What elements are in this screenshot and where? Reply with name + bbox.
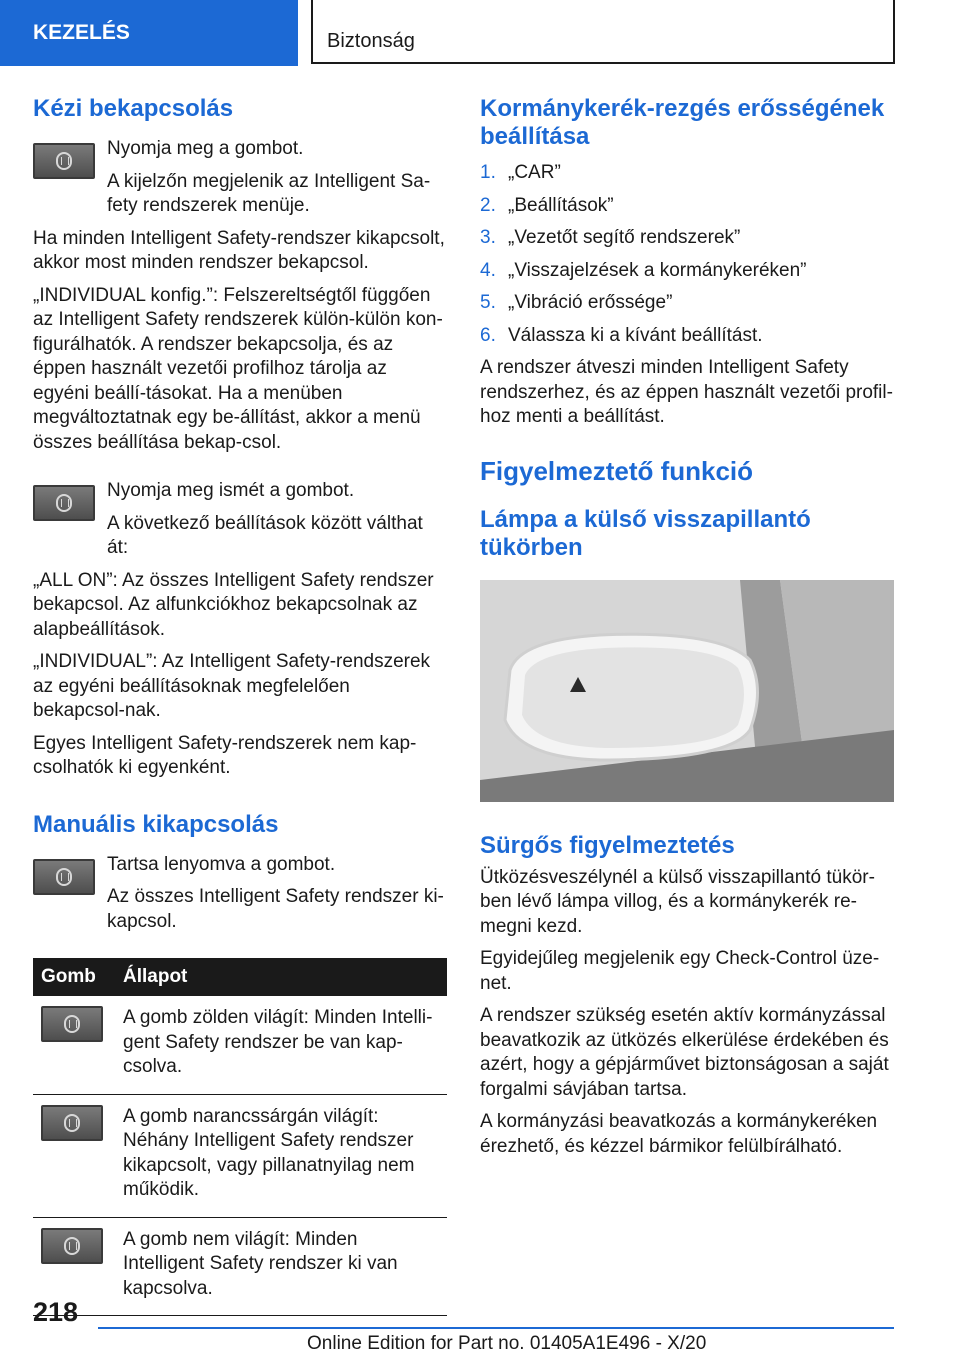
table-row [33, 996, 447, 1094]
instruction-text: Tartsa lenyomva a gombot. [107, 853, 336, 875]
heading-urgent-warning: Sürgős figyelmeztetés [480, 831, 735, 859]
button-orange-icon [41, 1105, 103, 1141]
button-green-icon [41, 1006, 103, 1042]
heading-manual-off: Manuális kikapcsolás [33, 810, 279, 838]
side-mirror-illustration [480, 580, 894, 802]
intelligent-safety-button-icon [33, 485, 95, 521]
status-table [33, 958, 447, 1316]
instruction-text: Nyomja meg a gombot. [107, 138, 304, 159]
steps-list [480, 161, 894, 348]
paragraph: „INDIVIDUAL konfig.”: Felszereltségtől függően az Intelligent Safety rendszerek külön-külön kon-figurálhatók. A rendszer bekapcsolja, és az éppen használt vezetői profilhoz tárolja az egyéni beállí-tásokat. Ha a menüben megváltoztatnak egy be-állítást, akkor a menü összes beállítása bekap-csol. [33, 284, 443, 453]
list-item: 2. „Beállítások” [480, 194, 614, 216]
table-header-button: Gomb [33, 958, 115, 996]
instruction-block-1 [33, 137, 447, 219]
table-cell: A gomb zölden világít: Minden Intelli-gent Safety rendszer be van kap-csolva. [115, 996, 447, 1094]
list-item: 3. „Vezetőt segítő rendszerek” [480, 227, 741, 248]
paragraph: A rendszer szükség esetén aktív kormányzással beavatkozik az ütközés elkerülése érdekében és azért, hogy a gépjárművet biztonságosan a saját forgalmi sávjában tartsa. [480, 1005, 889, 1100]
heading-vibration: Kormánykerék-rezgés erősségének beállítása [480, 95, 885, 150]
paragraph: Ütközésveszélynél a külső visszapillantó tükör-ben lévő lámpa villog, és a kormánykerék re-megni kezd. [480, 866, 875, 937]
paragraph: „INDIVIDUAL”: Az Intelligent Safety-rendszerek az egyéni beállításoknak megfelelően bekapcsol-nak. [33, 651, 431, 721]
paragraph: A rendszer átveszi minden Intelligent Safety rendszerhez, és az éppen használt vezetői profil-hoz menti a beállítást. [480, 357, 893, 427]
instruction-text: A kijelzőn megjelenik az Intelligent Sa-fety rendszerek menüje. [107, 170, 431, 216]
instruction-block-3 [33, 853, 447, 935]
paragraph: Egyidejűleg megjelenik egy Check-Control üze-net. [480, 948, 880, 994]
list-item: 5. „Vibráció erőssége” [480, 292, 673, 313]
table-row [33, 1094, 447, 1217]
instruction-text: Az összes Intelligent Safety rendszer ki-kapcsol. [107, 886, 444, 932]
heading-manual-on: Kézi bekapcsolás [33, 95, 234, 122]
intelligent-safety-button-icon [33, 143, 95, 179]
table-cell: A gomb narancssárgán világít: Néhány Intelligent Safety rendszer kikapcsolt, vagy pillanatnyilag nem működik. [115, 1094, 447, 1217]
edition-text: Online Edition for Part no. 01405A1E496 - X/20 [307, 1333, 707, 1354]
heading-warning-function: Figyelmeztető funkció [480, 455, 754, 486]
table-row [33, 1217, 447, 1316]
list-item: 6. Válassza ki a kívánt beállítást. [480, 324, 763, 346]
right-column [480, 95, 894, 1159]
paragraph: Ha minden Intelligent Safety-rendszer kikapcsolt, akkor most minden rendszer bekapcsol. [33, 227, 445, 273]
paragraph: A kormányzási beavatkozás a kormánykeréken érezhető, és kézzel bármikor felülbírálható. [480, 1111, 878, 1157]
mirror-photo [480, 580, 894, 802]
list-item: 4. „Visszajelzések a kormánykeréken” [480, 259, 807, 281]
footer-divider [98, 1327, 894, 1329]
intelligent-safety-button-icon [33, 859, 95, 895]
page-number: 218 [33, 1297, 79, 1327]
instruction-text: A következő beállítások között válthat át: [107, 512, 423, 558]
button-off-icon [41, 1228, 103, 1264]
chapter-title: Biztonság [311, 0, 895, 64]
list-item: 1. „CAR” [480, 162, 561, 183]
table-header-status: Állapot [115, 958, 447, 996]
section-tab[interactable]: KEZELÉS [0, 0, 298, 66]
instruction-text: Nyomja meg ismét a gombot. [107, 480, 355, 501]
page-header [0, 0, 960, 66]
instruction-block-2 [33, 479, 447, 561]
table-cell: A gomb nem világít: Minden Intelligent Safety rendszer ki van kapcsolva. [115, 1217, 447, 1316]
heading-mirror-lamp: Lámpa a külső visszapillantó tükörben [480, 505, 811, 561]
left-column [33, 95, 447, 1316]
paragraph: Egyes Intelligent Safety-rendszerek nem kap-csolhatók ki egyenként. [33, 732, 417, 778]
paragraph: „ALL ON”: Az összes Intelligent Safety rendszer bekapcsol. Az alfunkciókhoz bekapcsolnak az alapbeállítások. [33, 569, 434, 640]
